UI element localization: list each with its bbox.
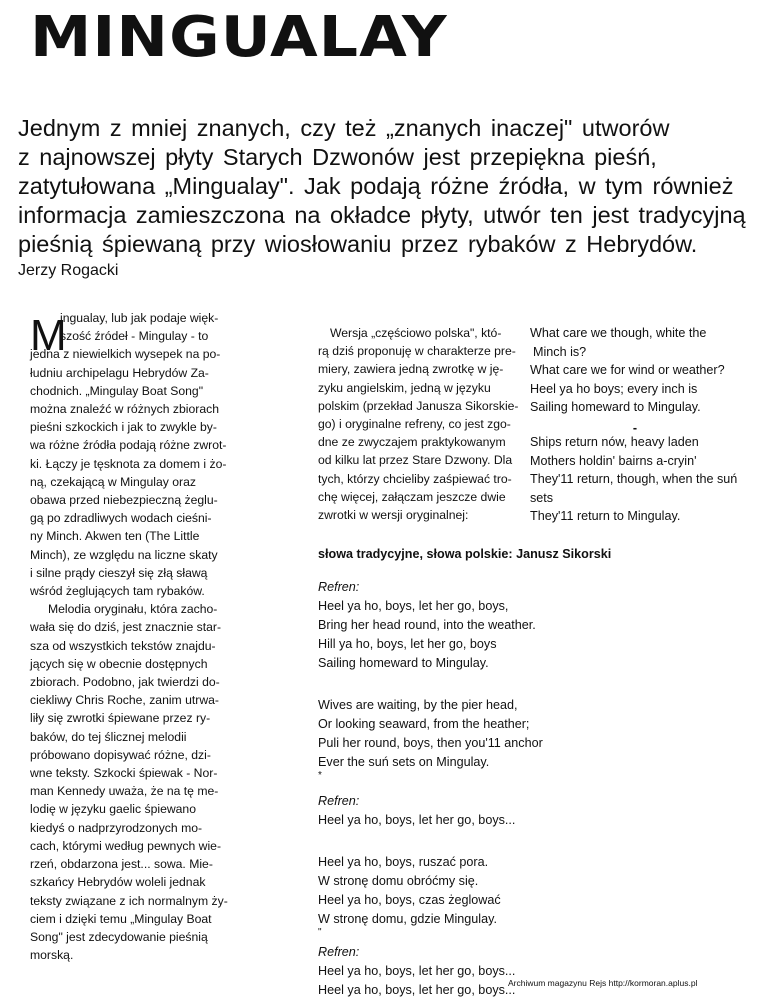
lead-line: informacja zamieszczona na okładce płyty, utwór ten jest tradycyjną [18,202,746,228]
verse-line: sets [530,490,554,505]
lyric-line: Hill ya ho, boys, let her go, boys [318,637,497,651]
text-line: miery, zawiera jedną zwrotkę w ję- [318,362,504,377]
article-title: MINGUALAY [30,5,448,70]
text-line: ingualay, lub jak podaje więk- [60,311,219,325]
text-line: teksty związane z ich normalnym ży- [30,893,228,908]
text-line: próbowano dopisywać różne, dzi- [30,747,211,762]
text-line: szość źródeł - Mingulay - to [60,329,209,344]
lyric-line: Heel ya ho, boys, let her go, boys, [318,599,509,613]
lyric-line: Wives are waiting, by the pier head, [318,698,518,712]
lead-line: pieśnią śpiewaną przy wiosłowaniu przez rybaków z Hebrydów. [18,231,698,257]
lead-line: zatytułowana „Mingualay". Jak podają różne źródła, w tym również [18,173,734,199]
verse-line: What care we for wind or weather? [530,363,725,378]
text-line: Song" jest zdecydowanie pieśnią [30,929,208,944]
lyrics-block [318,578,558,1000]
text-line: i silne prądy cieszył się złą sławą [30,565,208,580]
lyric-line: Puli her round, boys, then you'11 anchor [318,736,543,750]
verse-line: They'11 return to Mingulay. [530,509,681,524]
lyrics-heading: słowa tradycyjne, słowa polskie: Janusz Sikorski [318,547,612,561]
text-line: zbiorach. Podobno, jak twierdzi do- [30,675,220,690]
verse-mark: " [318,927,322,938]
refrain-label: Refren: [318,580,360,594]
refrain-label: Refren: [318,945,360,959]
verse-line: Mothers holdin' bairns a-cryin' [530,453,697,468]
verse-line: They'11 return, though, when the suń [530,472,738,487]
verse-line: Heel ya ho boys; every inch is [530,381,698,396]
verse-mark: * [318,770,322,781]
lyric-line: Heel ya ho, boys, let her go, boys... [318,983,516,997]
text-line: wa różne źródła podają różne zwrot- [30,438,227,453]
text-line: go) i oryginalne refreny, co jest zgo- [318,417,511,432]
text-line: wśród żeglujących tam rybaków. [30,584,205,599]
text-line: ną, czekającą w Mingulay oraz [30,474,196,489]
spacer [318,673,558,696]
text-line: baków, do tej ślicznej melodii [30,729,187,744]
text-line: cach, którymi według pewnych wie- [30,838,222,853]
text-line: ciekliwy Chris Roche, zanim utrwa- [30,693,219,708]
text-line: jedna z niewielkich wysepek na po- [30,347,221,362]
text-line: man Kennedy uważa, że na tę me- [30,784,219,799]
text-line: wała się do dziś, jest znacznie star- [30,620,222,635]
lyric-line: Sailing homeward to Mingulay. [318,656,489,670]
text-line: morską. [30,948,74,963]
text-line: polskim (przekład Janusza Sikorskie- [318,398,519,413]
text-line: lodię w języku gaelic śpiewano [30,802,196,817]
text-line: rą dziś proponuję w charakterze pre- [318,344,516,359]
refrain-label: Refren: [318,794,360,808]
lyric-line: Bring her head round, into the weather. [318,618,536,632]
text-line: Wersja „częściowo polska", któ- [330,326,502,340]
text-line: zyku angielskim, jedną w języku [318,380,491,395]
text-line: Melodia oryginału, która zacho- [48,602,218,617]
text-line: od kilku lat przez Stare Dzwony. Dla [318,453,513,468]
body-column-2 [318,324,518,524]
lyric-line: W stronę domu, gdzie Mingulay. [318,912,497,926]
text-line: rzeń, obdarzona jest... sowa. Mie- [30,857,213,872]
text-line: chę więcej, załączam jeszcze dwie [318,489,506,504]
text-line: ny Minch. Akwen ten (The Little [30,529,200,544]
text-line: wne teksty. Szkocki śpiewak - Nor- [30,766,218,781]
text-line: Minch), ze względu na liczne skaty [30,547,218,562]
text-line: jących się w obecnie dostępnych [30,656,208,671]
verse-line: Minch is? [533,344,587,359]
text-line: dne ze zwyczajem praktykowanym [318,435,506,450]
lead-line: z najnowszej płyty Starych Dzwonów jest przepiękna pieśń, [18,144,657,170]
text-line: można znaleźć w różnych zbiorach [30,402,219,417]
lyric-line: W stronę domu obróćmy się. [318,874,479,888]
text-line: gą po zdradliwych wodach cieśni- [30,511,212,526]
lyric-line: Heel ya ho, boys, czas żeglować [318,893,501,907]
text-line: tych, którzy chcieliby zaśpiewać tro- [318,471,512,486]
text-line: zwrotki w wersji oryginalnej: [318,508,469,523]
verse-line: Sailing homeward to Mingulay. [530,400,701,415]
text-line: obawa przed niebezpieczną żeglu- [30,493,218,508]
text-line: liły się zwrotki śpiewane przez ry- [30,711,211,726]
spacer [318,780,558,792]
verse-line: What care we though, white the [530,326,707,340]
lyric-line: Ever the suń sets on Mingulay. [318,755,490,769]
drop-cap: M [30,311,67,360]
text-line: kiedyś o nadprzyrodzonych mo- [30,820,203,835]
spacer [318,830,558,853]
text-line: łudniu archipelagu Hebrydów Za- [30,365,209,380]
source-footer: Archiwum magazynu Rejs http://kormoran.aplus.pl [508,978,698,988]
lyric-line: Heel ya ho, boys, let her go, boys... [318,964,516,978]
lead-paragraph [18,114,753,259]
text-line: sza od wszystkich tekstów znajdu- [30,638,216,653]
text-line: chodnich. „Mingulay Boat Song" [30,383,204,398]
text-line: ki. Łączy je tęsknota za domem i żo- [30,456,227,471]
text-line: ciem i dzięki temu „Mingulay Boat [30,911,212,926]
text-line: pieśni szkockich i jak to zwykle by- [30,420,217,435]
lyric-line: Heel ya ho, boys, let her go, boys... [318,813,516,827]
verse-separator: - [632,420,638,435]
verse-line: Ships return nów, heavy laden [530,434,699,449]
extra-verses-column [530,324,762,526]
author-name: Jerzy Rogacki [18,262,119,279]
text-line: szkańcy Hebrydów woleli jednak [30,875,206,890]
lead-line: Jednym z mniej znanych, czy też „znanych inaczej" utworów [18,115,670,141]
body-column-1 [30,309,295,964]
lyric-line: Or looking seaward, from the heather; [318,717,530,731]
lyric-line: Heel ya ho, boys, ruszać pora. [318,855,489,869]
